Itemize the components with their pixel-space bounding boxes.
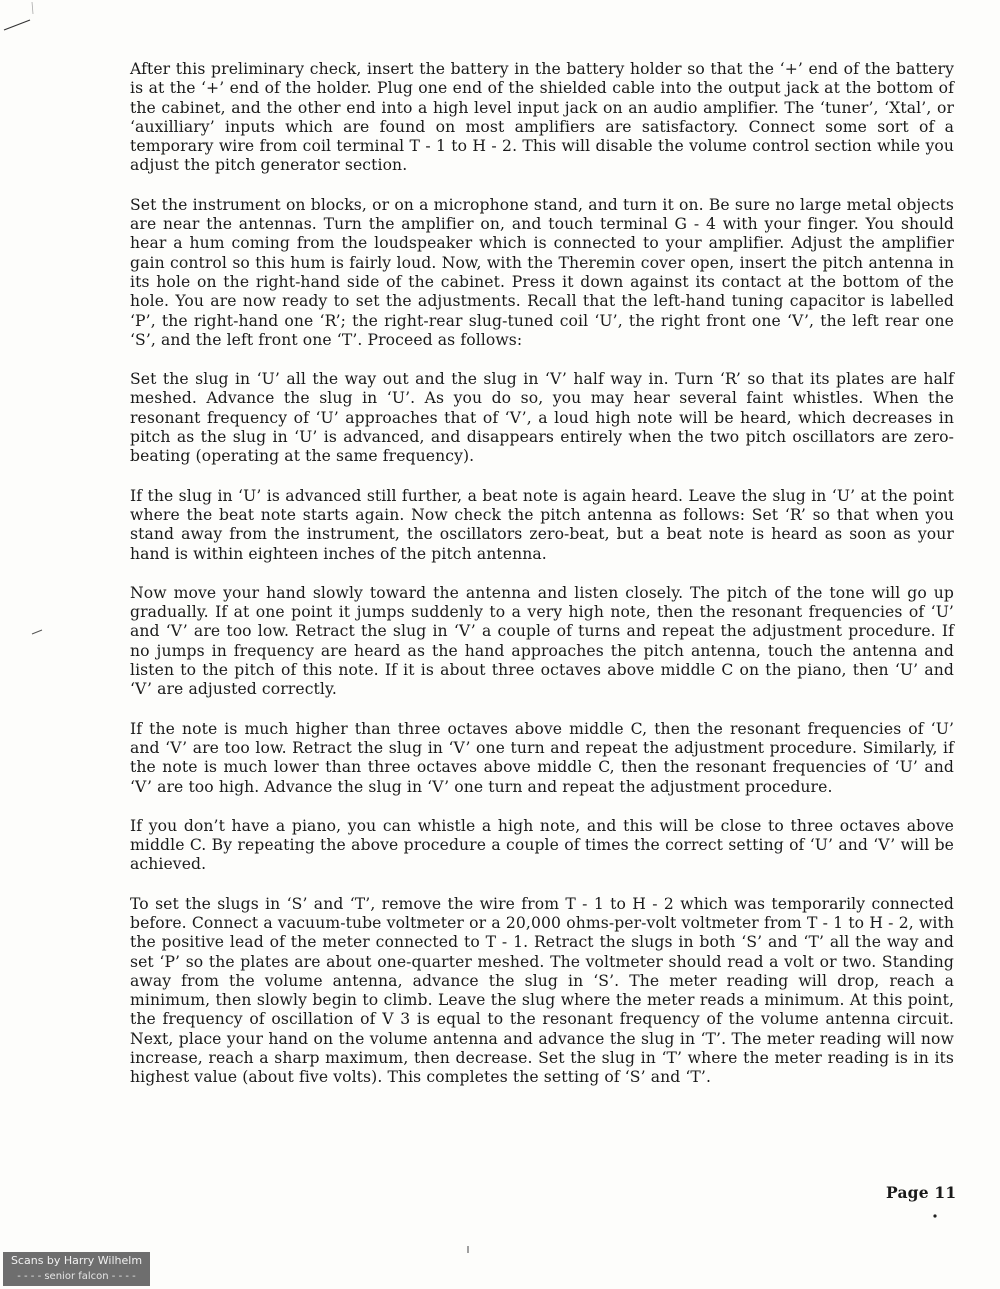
scan-mark-left-margin <box>28 622 48 642</box>
paragraph-setup: Set the instrument on blocks, or on a microphone stand, and turn it on. Be sure no large metal objects are near the antennas. Turn the amplifier on, and touch terminal G - 4 with your finger. You should hear a hum coming from the loudspeaker which is connected to your amplifier. Adjust the amplifier gain control so this hum is fairly loud. Now, with the Theremin cover open, insert the pitch antenna in its hole on the right-hand side of the cabinet. Press it down against its contact at the bottom of the hole. You are now ready to set the adjustments. Recall that the left-hand tuning capacitor is labelled ‘P’, the right-hand one ‘R’; the right-rear slug-tuned coil ‘U’, the right front one ‘V’, the left rear one ‘S’, and the left front one ‘T’. Proceed as follows: <box>130 195 954 349</box>
paragraph-whistle: If you don’t have a piano, you can whistle a high note, and this will be close to three octaves above middle C. By repeating the above procedure a couple of times the correct setting of ‘U’ and ‘V’ will be achieved. <box>130 816 954 874</box>
scan-dot-right <box>931 1212 939 1220</box>
scan-mark-top-left <box>0 0 40 40</box>
page-number: Page 11 <box>886 1183 957 1202</box>
paragraph-slugs-s-t: To set the slugs in ‘S’ and ‘T’, remove the wire from T - 1 to H - 2 which was temporarily connected before. Connect a vacuum-tube voltmeter or a 20,000 ohms-per-volt voltmeter from T - 1 to H - 2, with the positive lead of the meter connected to T - 1. Retract the slugs in both ‘S’ and ‘T’ all the way and set ‘P’ so the plates are about one-quarter meshed. The voltmeter should read a volt or two. Standing away from the volume antenna, advance the slug in ‘S’. The meter reading will drop, reach a minimum, then slowly begin to climb. Leave the slug where the meter reads a minimum. At this point, the frequency of oscillation of V 3 is equal to the resonant frequency of the volume antenna circuit. Next, place your hand on the volume antenna and advance the slug in ‘T’. The meter reading will now increase, reach a sharp maximum, then decrease. Set the slug in ‘T’ where the meter reading is in its highest value (about five volts). This completes the setting of ‘S’ and ‘T’. <box>130 894 954 1087</box>
scan-dot-bottom <box>464 1244 472 1256</box>
body-text <box>130 60 954 1108</box>
paragraph-battery: After this preliminary check, insert the battery in the battery holder so that the ‘+’ end of the battery is at the ‘+’ end of the holder. Plug one end of the shielded cable into the output jack at the bottom of the cabinet, and the other end into a high level input jack on an audio amplifier. The ‘tuner’, ‘Xtal’, or ‘auxilliary’ inputs which are found on most amplifiers are satisfactory. Connect some sort of a temporary wire from coil terminal T - 1 to H - 2. This will disable the volume control section while you adjust the pitch generator section. <box>130 60 954 175</box>
scan-credit-line1: Scans by Harry Wilhelm <box>10 1254 143 1267</box>
scan-credit-watermark <box>3 1252 150 1286</box>
paragraph-hand-approach: Now move your hand slowly toward the antenna and listen closely. The pitch of the tone will go up gradually. If at one point it jumps suddenly to a very high note, then the resonant frequencies of ‘U’ and ‘V’ are too low. Retract the slug in ‘V’ a couple of turns and repeat the adjustment procedure. If no jumps in frequency are heard as the hand approaches the pitch antenna, touch the antenna and listen to the pitch of this note. If it is about three octaves above middle C on the piano, then ‘U’ and ‘V’ are adjusted correctly. <box>130 583 954 699</box>
paragraph-high-note: If the note is much higher than three octaves above middle C, then the resonant frequencies of ‘U’ and ‘V’ are too low. Retract the slug in ‘V’ one turn and repeat the adjustment procedure. Similarly, if the note is much lower than three octaves above middle C, then the resonant frequencies of ‘U’ and ‘V’ are too high. Advance the slug in ‘V’ one turn and repeat the adjustment procedure. <box>130 719 954 796</box>
scan-credit-line2: - - - - senior falcon - - - - <box>17 1271 136 1282</box>
paragraph-slug-u: Set the slug in ‘U’ all the way out and the slug in ‘V’ half way in. Turn ‘R’ so that its plates are half meshed. Advance the slug in ‘U’. As you do so, you may hear several faint whistles. When the resonant frequency of ‘U’ approaches that of ‘V’, a loud high note will be heard, which decreases in pitch as the slug in ‘U’ is advanced, and disappears entirely when the two pitch oscillators are zero-beating (operating at the same frequency). <box>130 370 954 466</box>
paragraph-beat-note: If the slug in ‘U’ is advanced still further, a beat note is again heard. Leave the slug in ‘U’ at the point where the beat note starts again. Now check the pitch antenna as follows: Set ‘R’ so that when you stand away from the instrument, the oscillators zero-beat, but a beat note is heard as soon as your hand is within eighteen inches of the pitch antenna. <box>130 486 954 563</box>
